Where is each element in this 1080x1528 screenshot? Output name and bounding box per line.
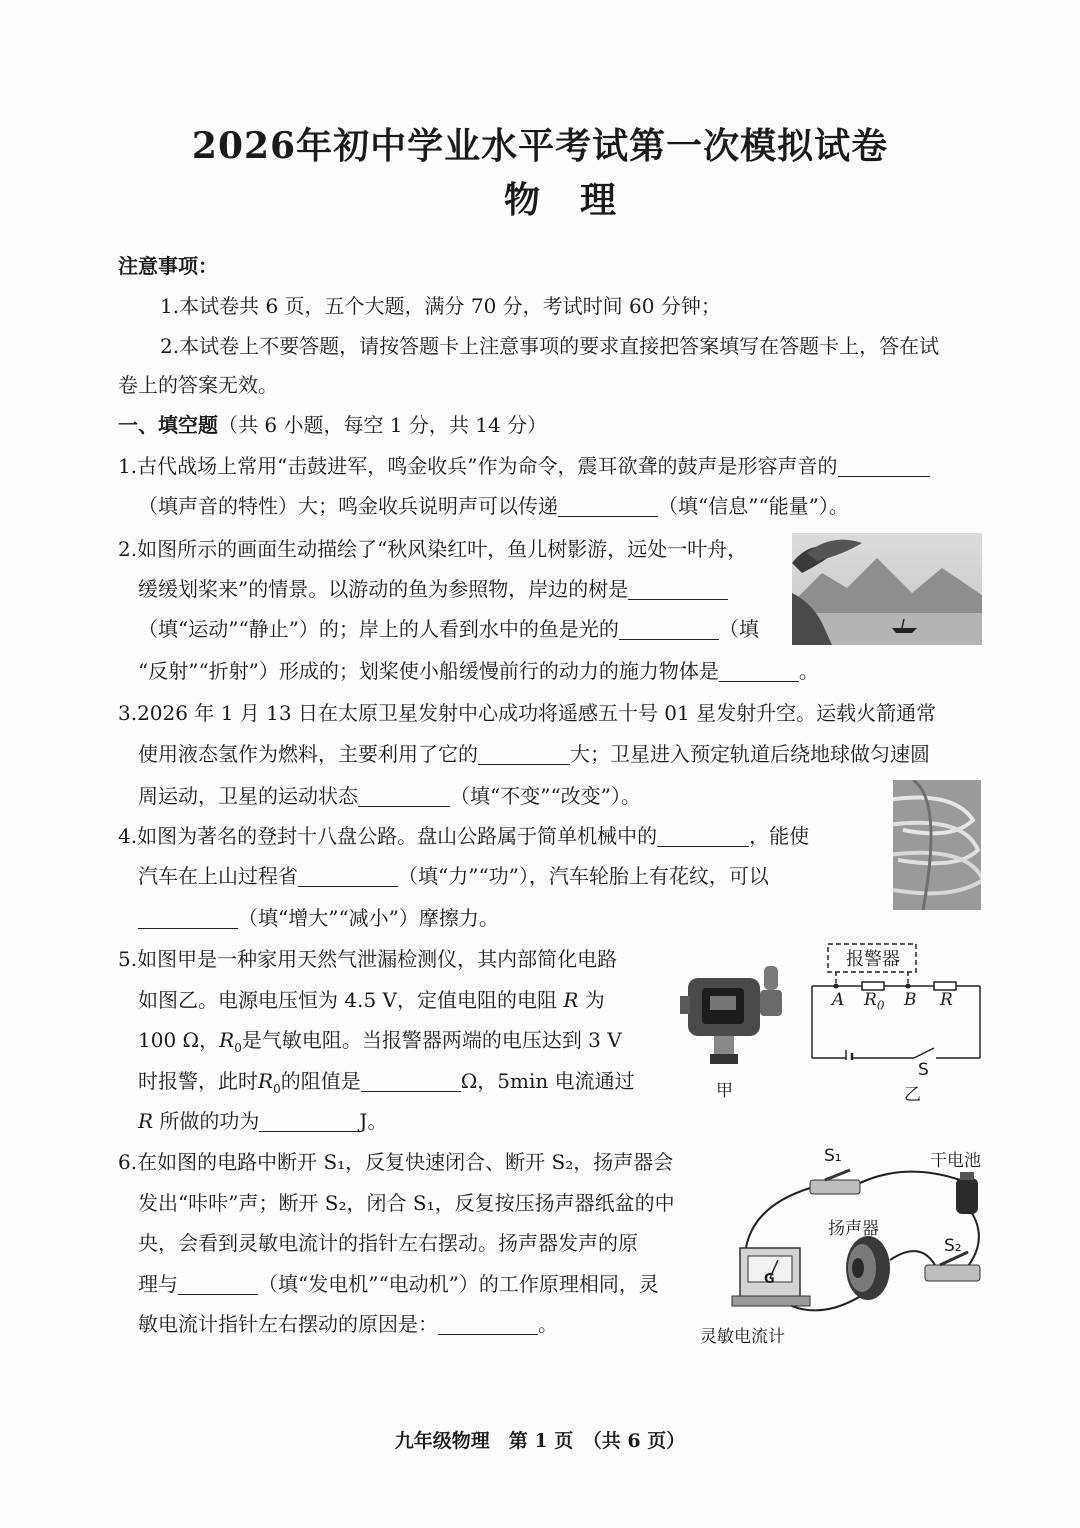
q5-text-4d: 的阻值是: [280, 1069, 361, 1093]
mountain-road-image: [893, 780, 981, 910]
q5-var-r0b: R: [258, 1069, 274, 1093]
q6-line-3: 央，会看到灵敏电流计的指针左右摆动。扬声器发声的原: [138, 1231, 638, 1255]
battery-label: 干电池: [930, 1151, 981, 1171]
q5-var-r0b-sub: 0: [273, 1082, 281, 1096]
q5-line-3: [138, 1026, 622, 1062]
q1-text-2a: （填声音的特性）大；鸣金收兵说明声可以传递: [138, 494, 558, 518]
notice-item-2b: 卷上的答案无效。: [118, 373, 278, 397]
q1-text-2b: （填“信息”“能量”）。: [658, 494, 849, 518]
exam-title: 2026年初中学业水平考试第一次模拟试卷: [191, 125, 889, 167]
galvanometer-g-label: G: [764, 1272, 775, 1287]
q3-blank-2: [358, 784, 450, 807]
q5-line-4: [138, 1067, 635, 1103]
q5-line-5: [138, 1107, 387, 1135]
section-heading-title: 一、填空题: [118, 413, 218, 437]
q5-text-4e: Ω，5min 电流通过: [460, 1069, 635, 1093]
q4-line-3: [138, 904, 499, 932]
notice-heading: 注意事项：: [118, 254, 218, 278]
q2-line-4: [138, 657, 819, 685]
q6-line-5: [138, 1310, 558, 1338]
r0-label-sub: 0: [876, 998, 885, 1013]
q1-text-1: 1.古代战场上常用“击鼓进军，鸣金收兵”作为命令，震耳欲聋的鼓声是形容声音的: [118, 454, 838, 478]
q2-blank-2: [619, 617, 719, 640]
r0-label: [864, 990, 884, 1012]
q4-line-1: [118, 822, 809, 850]
alarm-label: 报警器: [846, 949, 900, 970]
q6-line-2: 发出“咔咔”声；断开 S₂，闭合 S₁，反复按压扬声器纸盆的中: [138, 1191, 675, 1215]
fig-yi-caption: 乙: [904, 1085, 921, 1105]
q6-line-1: 6.在如图的电路中断开 S₁，反复快速闭合、断开 S₂，扬声器会: [118, 1150, 674, 1174]
q5-text-2c: 为: [584, 988, 605, 1012]
q5-var-r0-sub: 0: [234, 1041, 242, 1055]
s2-label: S₂: [944, 1236, 962, 1256]
section-heading-note: （共 6 小题，每空 1 分，共 14 分）: [218, 413, 548, 437]
q5-var-r2: R: [138, 1109, 154, 1133]
q5-blank-1: [361, 1069, 461, 1092]
q5-var-r: R: [563, 988, 579, 1012]
q3-text-3a: 周运动，卫星的运动状态: [138, 784, 358, 808]
q2-line-1: 2.如图所示的画面生动描绘了“秋风染红叶，鱼儿树影游，远处一叶舟，: [118, 537, 748, 561]
q2-text-3a: （填“运动”“静止”）的；岸上的人看到水中的鱼是光的: [138, 617, 619, 641]
q5-text-3a: 100 Ω，: [138, 1028, 220, 1052]
q5-line-2: [138, 986, 605, 1014]
q4-line-2: [138, 862, 769, 890]
q5-text-3d: 是气敏电阻。当报警器两端的电压达到 3 V: [241, 1028, 622, 1052]
q1-line-1: [118, 452, 930, 480]
q4-blank-3: [138, 906, 238, 929]
q2-text-2: 缓缓划桨来”的情景。以游动的鱼为参照物，岸边的树是: [138, 577, 629, 601]
q4-text-1a: 4.如图为著名的登封十八盘公路。盘山公路属于简单机械中的: [118, 824, 658, 848]
q2-blank-3: [719, 659, 799, 682]
q3-line-1: 3.2026 年 1 月 13 日在太原卫星发射中心成功将遥感五十号 01 星发射升空。运载火箭通常: [118, 701, 937, 725]
switch-s-label: S: [918, 1060, 929, 1080]
q5-text-4a: 时报警，此时: [138, 1069, 258, 1093]
q3-text-3b: （填“不变”“改变”）。: [450, 784, 641, 808]
q5-text-2a: 如图乙。电源电压恒为 4.5 V，定值电阻的电阻: [138, 988, 557, 1012]
q2-text-4a: “反射”“折射”）形成的；划桨使小船缓慢前行的动力的施力物体是: [138, 659, 719, 683]
q6-text-5a: 敏电流计指针左右摆动的原因是：: [138, 1312, 438, 1336]
q1-blank-1: [838, 454, 930, 477]
q2-text-4b: 。: [798, 659, 819, 683]
q6-text-4a: 理与: [138, 1272, 178, 1296]
q5-text-5b: 所做的功为: [159, 1109, 260, 1133]
q3-line-2: [138, 740, 930, 768]
q3-text-2a: 使用液态氢作为燃料，主要利用了它的: [138, 742, 478, 766]
page-footer: 九年级物理 第 1 页 （共 6 页）: [394, 1430, 686, 1452]
q4-text-1b: ，能使: [749, 824, 810, 848]
r-label: R: [940, 990, 953, 1010]
q3-line-3: [138, 782, 641, 810]
notice-item-1: 1.本试卷共 6 页，五个大题，满分 70 分，考试时间 60 分钟；: [160, 294, 721, 318]
q2-text-3b: （填: [718, 617, 759, 641]
q3-blank-1: [478, 742, 570, 765]
q3-text-2b: 大；卫星进入预定轨道后绕地球做匀速圆: [570, 742, 930, 766]
node-b-label: B: [904, 990, 917, 1010]
notice-item-2a: 2.本试卷上不要答题，请按答题卡上注意事项的要求直接把答案填写在答题卡上，答在试: [160, 334, 940, 358]
galvanometer-label: 灵敏电流计: [700, 1327, 785, 1347]
q6-blank-2: [438, 1312, 538, 1335]
gas-detector-image: [680, 960, 790, 1080]
q5-line-1: 5.如图甲是一种家用天然气泄漏检测仪，其内部简化电路: [118, 947, 618, 971]
subject-title: 物理: [503, 179, 656, 221]
q5-text-5c: J。: [359, 1109, 388, 1133]
q6-text-4b: （填“发电机”“电动机”）的工作原理相同，灵: [258, 1272, 659, 1296]
section-heading: [118, 411, 547, 439]
q4-text-2b: （填“力”“功”），汽车轮胎上有花纹，可以: [398, 864, 769, 888]
node-a-label: A: [832, 990, 845, 1010]
landscape-image: [792, 533, 982, 645]
q4-text-3: （填“增大”“减小”）摩擦力。: [238, 906, 499, 930]
q6-line-4: [138, 1270, 659, 1298]
s1-label: S₁: [824, 1146, 842, 1166]
fig-jia-caption: 甲: [716, 1081, 733, 1101]
q5-blank-2: [259, 1109, 359, 1132]
r0-label-letter: R: [864, 990, 877, 1010]
q4-blank-1: [657, 824, 749, 847]
q6-blank-1: [178, 1272, 258, 1295]
q4-text-2a: 汽车在上山过程省: [138, 864, 298, 888]
q4-blank-2: [298, 864, 398, 887]
q6-text-5b: 。: [538, 1312, 558, 1336]
q2-line-2: [138, 575, 728, 603]
q5-var-r0: R: [219, 1028, 235, 1052]
q2-blank-1: [628, 577, 728, 600]
q2-line-3: [138, 615, 759, 643]
speaker-label: 扬声器: [828, 1219, 879, 1239]
q1-line-2: [138, 492, 849, 520]
q1-blank-2: [558, 494, 658, 517]
